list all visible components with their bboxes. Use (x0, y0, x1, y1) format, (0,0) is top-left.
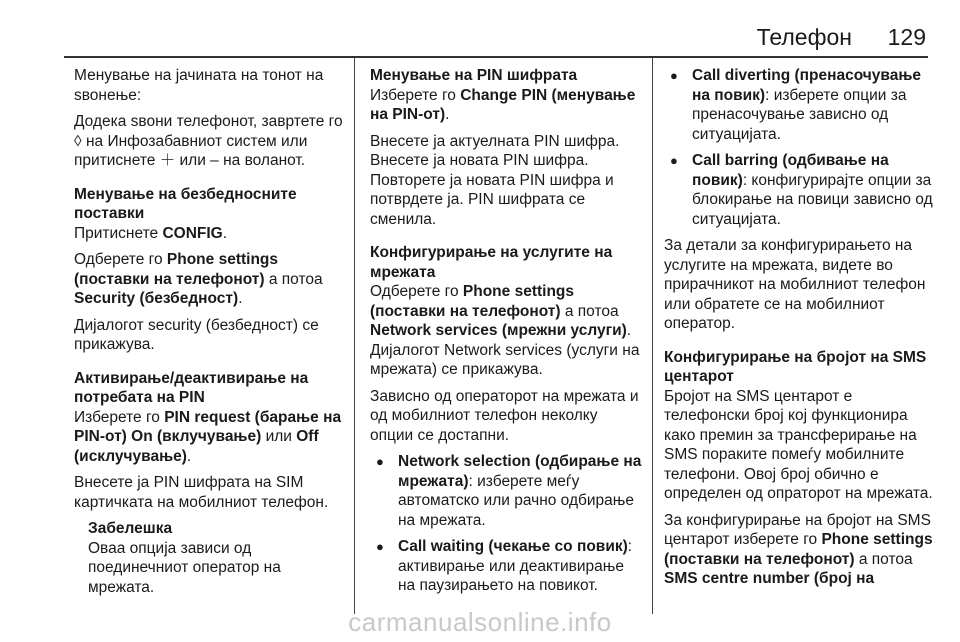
column-divider-1 (354, 58, 355, 614)
paragraph: Притиснете CONFIG. (74, 224, 228, 242)
list-item: ● Call waiting (чекање со повик): активирање или деактивирање на паузирањето на повикот. (370, 537, 644, 596)
paragraph: Зависно од операторот на мрежата и од мобилниот телефон неколку опции се достапни. (370, 387, 639, 444)
section-heading: Менување на безбедносните поставки (74, 185, 297, 222)
column-2 (370, 66, 644, 603)
section-heading: Конфигурирање на услугите на мрежата (370, 244, 613, 281)
page-number: 129 (887, 24, 926, 50)
paragraph: Додека ѕвони телефонот, завртете го ◊ на Инфозабавниот систем или притиснете ＋ или – на воланот. (74, 113, 343, 169)
note-text: Оваа опција зависи од поединечниот оператор на мрежата. (88, 539, 281, 596)
section-heading: Конфигурирање на бројот на SMS центарот (664, 348, 927, 385)
column-3 (664, 66, 934, 596)
list-item: ● Call diverting (пренасочување на повик): изберете опции за пренасочување зависно од ситуацијата. (664, 66, 934, 144)
paragraph: Менување на јачината на тонот на ѕвонење: (74, 67, 324, 104)
paragraph: Внесете ја актуелната PIN шифра. Внесете ја новата PIN шифра. Повторете ја новата PIN шифра и потврдете ја. PIN шифрата се сменила. (370, 132, 620, 228)
page-header (0, 0, 960, 58)
page-title: Телефон (756, 24, 852, 50)
list-item: ● Call barring (одбивање на повик): конфигурирајте опции за блокирање на повици зависно од ситуацијата. (664, 151, 934, 229)
paragraph: За детали за конфигурирањето на услугите на мрежата, видете во прирачникот на мобилниот телефон или обратете се на мобилниот оператор. (664, 237, 926, 332)
paragraph: Внесете ја PIN шифрата на SIM картичката на мобилниот телефон. (74, 474, 329, 511)
note-box (74, 519, 346, 597)
bullet-list (664, 66, 934, 229)
section-heading: Менување на PIN шифрата (370, 67, 578, 84)
column-1 (74, 66, 346, 604)
paragraph: Дијалогот security (безбедност) се прикажува. (74, 316, 319, 353)
list-item: ● Network selection (одбирање на мрежата): изберете меѓу автоматско или рачно одбирање на мрежата. (370, 452, 644, 530)
section-heading: Активирање/деактивирање на потребата на PIN (74, 369, 309, 406)
paragraph: Изберете го PIN request (барање на PIN-от) On (вклучување) или Off (исклучување). (74, 408, 342, 465)
paragraph: За конфигурирање на бројот на SMS центарот изберете го Phone settings (поставки на телефонот) а потоа SMS centre number (број на (664, 511, 933, 587)
header-rule (64, 56, 928, 58)
watermark: carmanualsonline.info (348, 607, 612, 637)
paragraph: Одберете го Phone settings (поставки на телефонот) а потоа Network services (мрежни услуги). Дијалогот Network services (услуги на мрежата) се прикажува. (370, 283, 640, 378)
paragraph: Бројот на SMS центарот е телефонски број кој функционира како премин за трансферирање на SMS пораките помеѓу мобилните телефони. Овој број обично е определен од опраторот на мрежата. (664, 387, 933, 502)
bullet-list (370, 452, 644, 596)
paragraph: Одберете го Phone settings (поставки на телефонот) а потоа Security (безбедност). (74, 251, 323, 307)
paragraph: Изберете го Change PIN (менување на PIN-от). (370, 86, 636, 123)
column-divider-2 (652, 58, 653, 614)
note-title: Забелешка (88, 520, 173, 537)
